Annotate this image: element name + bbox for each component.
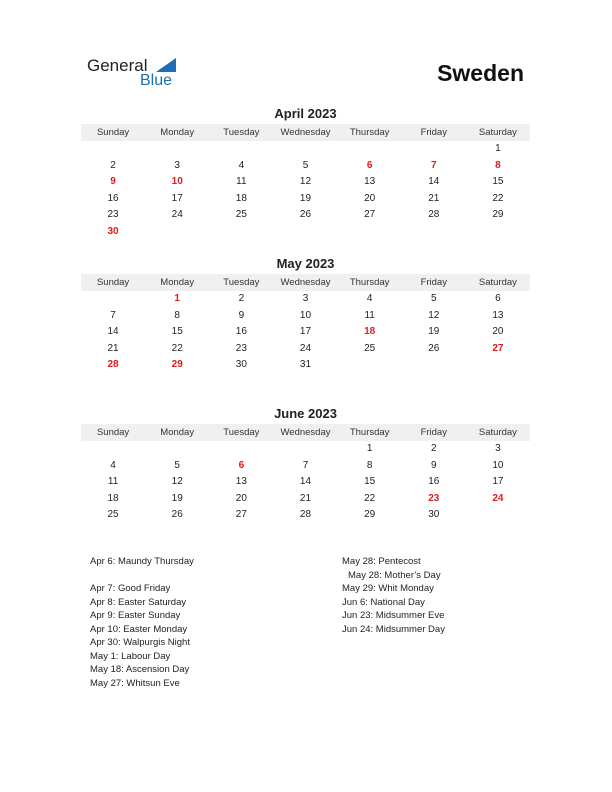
weekday-label: Monday (160, 127, 195, 138)
holiday-entry: Apr 8: Easter Saturday (90, 596, 187, 608)
logo-blue-text: Blue (140, 72, 173, 89)
month-title: April 2023 (274, 106, 337, 121)
weekday-label: Saturday (478, 427, 517, 438)
day-cell: 3 (495, 443, 501, 454)
day-cell: 13 (235, 476, 247, 488)
day-cell: 15 (492, 176, 504, 188)
day-cell: 15 (364, 476, 376, 488)
holiday-entry: May 28: Mother’s Day (348, 569, 441, 581)
day-cell (273, 141, 337, 158)
weekday-label: Tuesday (223, 127, 260, 138)
weekday-label: Wednesday (280, 127, 331, 138)
week-row (81, 207, 530, 224)
holiday-entry: Apr 30: Walpurgis Night (90, 637, 190, 648)
day-cell: 4 (238, 159, 245, 171)
weekday-header (81, 274, 530, 291)
week-row (81, 191, 530, 208)
day-cell (145, 141, 209, 158)
week-row (81, 491, 530, 508)
week-row (81, 507, 530, 524)
day-cell: 16 (107, 192, 119, 204)
holiday-day-cell: 9 (110, 176, 116, 188)
holiday-day-cell: 29 (171, 359, 183, 371)
holiday-entry: May 27: Whitsun Eve (90, 677, 180, 689)
day-cell: 13 (492, 309, 504, 321)
day-cell: 27 (364, 209, 376, 221)
holiday-entry: May 1: Labour Day (90, 650, 171, 662)
week-row (81, 291, 530, 308)
holiday-list-left (90, 555, 194, 690)
holiday-day-cell: 8 (495, 159, 501, 171)
day-cell: 5 (174, 459, 180, 471)
weekday-label: Monday (160, 427, 195, 438)
day-cell: 17 (492, 476, 504, 488)
holiday-entry: Jun 24: Midsummer Day (342, 623, 445, 635)
weekday-label: Wednesday (280, 427, 331, 438)
week-row (81, 141, 530, 158)
day-cell (466, 224, 530, 241)
day-cell: 4 (110, 459, 116, 471)
country-title: Sweden (437, 60, 524, 86)
day-cell: 5 (302, 159, 309, 171)
day-cell: 3 (302, 293, 309, 304)
day-cell (466, 507, 530, 524)
day-cell: 13 (364, 176, 376, 188)
month-title: May 2023 (276, 256, 335, 271)
day-cell: 19 (299, 192, 312, 204)
weekday-label: Sunday (96, 127, 130, 138)
day-cell (338, 357, 402, 374)
day-cell: 20 (235, 492, 247, 504)
holiday-day-cell: 27 (492, 342, 504, 354)
month-april (81, 106, 530, 241)
holiday-day-cell: 10 (171, 176, 183, 188)
holiday-entry: Jun 6: National Day (342, 596, 425, 608)
weekday-header (81, 124, 530, 141)
day-cell (209, 141, 273, 158)
day-cell: 4 (366, 293, 373, 304)
weekday-label: Monday (160, 277, 195, 288)
day-cell: 18 (235, 192, 247, 204)
day-cell: 21 (107, 342, 119, 354)
week-row (81, 474, 530, 491)
weekday-label: Sunday (96, 427, 130, 438)
holiday-day-cell: 18 (364, 326, 376, 338)
holiday-entry: Apr 6: Maundy Thursday (90, 556, 194, 567)
day-cell (402, 224, 466, 241)
day-cell: 14 (299, 476, 312, 488)
week-row (81, 224, 530, 241)
day-cell (81, 291, 145, 308)
day-cell: 24 (299, 342, 312, 354)
weekday-label: Saturday (478, 277, 517, 288)
day-cell: 26 (428, 342, 440, 354)
weekday-label: Thursday (349, 427, 390, 438)
day-cell: 2 (430, 443, 437, 454)
day-cell (145, 224, 209, 241)
logo-triangle-icon (156, 58, 176, 72)
holiday-entry: May 28: Pentecost (342, 556, 421, 567)
day-cell: 26 (299, 209, 312, 221)
day-cell (273, 224, 337, 241)
day-cell: 28 (428, 209, 440, 221)
month-title: June 2023 (274, 406, 337, 421)
day-cell: 14 (107, 326, 119, 338)
weekday-label: Friday (420, 427, 447, 438)
holiday-list-right (342, 555, 445, 636)
holiday-day-cell: 23 (428, 492, 440, 504)
holiday-day-cell: 30 (107, 225, 119, 237)
weekday-label: Friday (420, 127, 447, 138)
day-cell: 9 (430, 459, 437, 471)
holiday-day-cell: 6 (366, 159, 373, 171)
day-cell: 25 (235, 209, 247, 221)
holiday-day-cell: 28 (107, 359, 119, 371)
week-row (81, 174, 530, 191)
day-cell: 1 (366, 443, 373, 454)
day-cell: 2 (110, 159, 116, 171)
day-cell: 8 (366, 459, 373, 471)
day-cell: 29 (364, 509, 376, 521)
day-cell: 25 (107, 509, 119, 521)
holiday-entry: May 18: Ascension Day (90, 664, 190, 675)
month-june (81, 406, 530, 524)
day-cell: 8 (174, 309, 180, 321)
day-cell: 11 (236, 176, 247, 188)
weekday-label: Thursday (349, 127, 390, 138)
weekday-label: Wednesday (280, 277, 331, 288)
day-cell: 20 (364, 192, 376, 204)
day-cell: 12 (299, 176, 312, 188)
day-cell: 12 (428, 309, 440, 321)
day-cell (402, 141, 466, 158)
day-cell (145, 441, 209, 458)
holiday-day-cell: 7 (430, 159, 437, 171)
week-row (81, 357, 530, 374)
day-cell: 20 (492, 326, 504, 338)
day-cell: 15 (171, 326, 183, 338)
day-cell: 26 (171, 509, 183, 521)
weekday-label: Tuesday (223, 277, 260, 288)
logo (87, 56, 187, 92)
day-cell (338, 224, 402, 241)
day-cell (81, 441, 145, 458)
day-cell: 19 (171, 492, 183, 504)
week-row (81, 458, 530, 475)
day-cell: 1 (495, 143, 501, 154)
holiday-day-cell: 24 (492, 492, 504, 504)
day-cell: 10 (492, 459, 504, 471)
day-cell: 22 (492, 192, 504, 204)
day-cell: 7 (110, 309, 116, 321)
day-cell: 11 (364, 309, 375, 321)
day-cell: 22 (171, 342, 183, 354)
day-cell: 14 (428, 176, 440, 188)
weekday-label: Sunday (96, 277, 130, 288)
weekday-header (81, 424, 530, 441)
day-cell: 19 (428, 326, 440, 338)
day-cell (273, 441, 337, 458)
holiday-day-cell: 1 (174, 293, 180, 304)
day-cell: 16 (428, 476, 440, 488)
day-cell (466, 357, 530, 374)
day-cell: 2 (238, 293, 245, 304)
day-cell: 27 (235, 509, 247, 521)
week-row (81, 324, 530, 341)
day-cell: 31 (299, 359, 312, 371)
day-cell: 29 (492, 209, 504, 221)
day-cell: 6 (495, 293, 501, 304)
day-cell: 10 (299, 309, 312, 321)
day-cell: 25 (364, 342, 376, 354)
day-cell: 24 (171, 209, 183, 221)
day-cell: 30 (235, 359, 247, 371)
holiday-entry (90, 569, 194, 583)
day-cell: 23 (107, 209, 119, 221)
day-cell (338, 141, 402, 158)
weekday-label: Saturday (478, 127, 517, 138)
day-cell: 22 (364, 492, 376, 504)
weekday-label: Tuesday (223, 427, 260, 438)
day-cell (209, 441, 273, 458)
day-cell: 21 (299, 492, 312, 504)
day-cell: 16 (235, 326, 247, 338)
day-cell: 18 (107, 492, 119, 504)
day-cell: 11 (107, 476, 119, 488)
day-cell (81, 141, 145, 158)
holiday-entry: Jun 23: Midsummer Eve (342, 610, 445, 621)
day-cell: 7 (302, 459, 309, 471)
holiday-entry: Apr 10: Easter Monday (90, 623, 188, 635)
weekday-label: Friday (420, 277, 447, 288)
day-cell: 3 (174, 159, 180, 171)
holiday-entry: May 29: Whit Monday (342, 583, 434, 594)
holiday-day-cell: 6 (238, 459, 245, 471)
day-cell: 21 (428, 192, 440, 204)
month-may (81, 256, 530, 374)
day-cell: 28 (299, 509, 312, 521)
day-cell: 23 (235, 342, 247, 354)
weekday-label: Thursday (349, 277, 390, 288)
logo-general-text: General (87, 56, 148, 75)
holiday-entry: Apr 9: Easter Sunday (90, 610, 181, 621)
day-cell (209, 224, 273, 241)
day-cell (402, 357, 466, 374)
day-cell: 17 (171, 192, 183, 204)
day-cell: 9 (238, 309, 245, 321)
week-row (81, 158, 530, 175)
holiday-entry: Apr 7: Good Friday (90, 583, 171, 594)
day-cell: 12 (171, 476, 183, 488)
day-cell: 30 (428, 509, 440, 521)
week-row (81, 308, 530, 325)
week-row (81, 441, 530, 458)
day-cell: 17 (299, 326, 312, 338)
day-cell: 5 (430, 293, 437, 304)
week-row (81, 341, 530, 358)
